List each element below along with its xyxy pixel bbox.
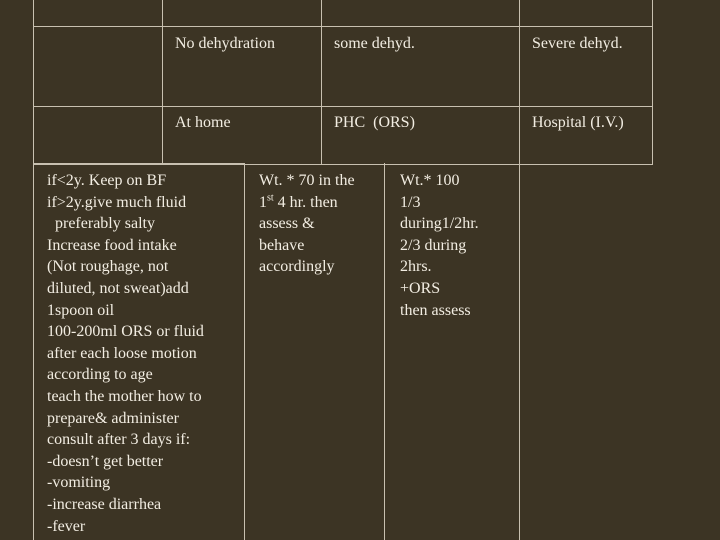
phc-line: accordingly — [259, 258, 335, 276]
home-line: consult after 3 days if: — [47, 431, 191, 449]
home-line: -fever — [47, 517, 86, 535]
hospital-line: Wt.* 100 — [400, 172, 460, 189]
hospital-line: +ORS — [400, 279, 441, 297]
home-line: preferably salty — [47, 215, 155, 233]
home-line: if>2y.give much fluid — [47, 193, 187, 211]
grid-line-row2 — [33, 164, 653, 165]
phc-line — [259, 192, 355, 214]
phc-line-pre: 1 — [259, 193, 267, 211]
phc-line-sup: st — [267, 192, 274, 204]
hospital-line: 2hrs. — [400, 258, 432, 276]
home-line: 100-200ml ORS or fluid — [47, 323, 204, 341]
cell-border-home-top — [33, 163, 245, 164]
home-line: if<2y. Keep on BF — [47, 172, 167, 189]
phc-line: assess & — [259, 215, 315, 233]
hospital-line: during1/2hr. — [400, 215, 479, 233]
place-phc: PHC (ORS) — [334, 114, 415, 131]
header-some-dehydration: some dehyd. — [334, 35, 415, 52]
phc-instructions — [259, 170, 355, 278]
home-line: -increase diarrhea — [47, 495, 162, 513]
header-no-dehydration: No dehydration — [175, 35, 275, 52]
home-line: -doesn’t get better — [47, 452, 164, 470]
hospital-line: 1/3 — [400, 193, 421, 211]
phc-line: behave — [259, 236, 305, 254]
cell-border-home-right — [244, 163, 245, 540]
home-line: according to age — [47, 366, 153, 384]
home-line: Increase food intake — [47, 236, 177, 254]
home-line: diluted, not sweat)add — [47, 279, 189, 297]
home-instructions — [47, 170, 204, 537]
place-home: At home — [175, 114, 231, 131]
home-line: (Not roughage, not — [47, 258, 169, 276]
home-line: -vomiting — [47, 474, 111, 492]
grid-line-col1 — [162, 0, 163, 165]
grid-line-row1 — [33, 106, 653, 107]
grid-line-col3 — [519, 0, 520, 540]
place-hospital: Hospital (I.V.) — [532, 114, 624, 131]
grid-line-col0 — [33, 0, 34, 540]
hospital-line: 2/3 during — [400, 236, 467, 254]
hospital-line: then assess — [400, 301, 471, 319]
grid-line-col2 — [321, 0, 322, 165]
grid-line-top — [33, 26, 653, 27]
hospital-instructions — [400, 170, 479, 321]
header-severe-dehydration: Severe dehyd. — [532, 35, 623, 52]
phc-line-post: 4 hr. then — [273, 193, 338, 211]
home-line: prepare& administer — [47, 409, 179, 427]
grid-line-col4 — [652, 0, 653, 165]
phc-line: Wt. * 70 in the — [259, 172, 355, 189]
home-line: teach the mother how to — [47, 387, 202, 405]
home-line: after each loose motion — [47, 344, 197, 362]
home-line: 1spoon oil — [47, 301, 115, 319]
cell-border-phc-right — [384, 163, 385, 540]
